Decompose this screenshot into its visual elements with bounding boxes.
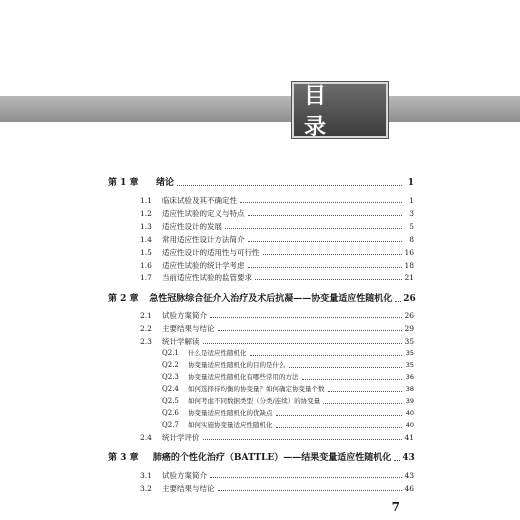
dot-leader	[263, 254, 403, 255]
toc-chapter-2[interactable]	[108, 292, 414, 305]
dot-leader	[203, 439, 403, 440]
question-number: Q2.7	[162, 421, 179, 429]
toc-section[interactable]	[140, 308, 414, 321]
section-number: 3.1	[140, 471, 152, 480]
dot-leader	[302, 379, 403, 380]
page-ref: 8	[409, 235, 414, 244]
dot-leader	[210, 477, 402, 478]
dot-leader	[177, 185, 402, 186]
dot-leader	[203, 343, 403, 344]
section-title: 常用适应性设计方法简介	[162, 235, 245, 244]
toc-section[interactable]	[140, 468, 414, 481]
section-title: 适应性设计的适用性与可行性	[162, 248, 260, 257]
question-title: 如何选择待均衡的协变量？如何确定协变量个数	[188, 385, 325, 393]
toc-section[interactable]	[140, 430, 414, 443]
chapter-title: 急性冠脉综合征介入治疗及术后抗凝——协变量适应性随机化	[149, 294, 393, 304]
page-ref: 1	[409, 196, 414, 205]
question-title: 协变量适应性随机化的优缺点	[188, 409, 273, 417]
toc-section[interactable]	[140, 219, 414, 232]
page-ref: 40	[405, 409, 414, 417]
page-ref: 36	[405, 373, 414, 381]
toc-title: 目 录	[304, 84, 339, 140]
page-ref: 46	[404, 484, 414, 493]
section-title: 试验方案简介	[162, 471, 207, 480]
page-ref: 43	[404, 471, 414, 480]
question-title: 如何考虑不同数据类型（分类/连续）的协变量	[188, 397, 321, 405]
section-number: 1.5	[140, 248, 152, 257]
section-number: 1.3	[140, 222, 152, 231]
toc-section[interactable]	[140, 270, 414, 283]
question-number: Q2.6	[162, 409, 179, 417]
section-number: 1.1	[140, 196, 152, 205]
dot-leader	[248, 241, 403, 242]
page-ref: 26	[404, 311, 414, 320]
dot-leader	[218, 330, 403, 331]
section-title: 适应性设计的发展	[162, 222, 222, 231]
toc-chapter-1[interactable]	[108, 176, 414, 189]
toc-section[interactable]	[140, 245, 414, 258]
page-ref: 29	[404, 324, 414, 333]
question-number: Q2.4	[162, 385, 179, 393]
section-number: 1.4	[140, 235, 152, 244]
dot-leader	[289, 367, 403, 368]
page-ref: 18	[404, 261, 414, 270]
section-number: 2.1	[140, 311, 152, 320]
chapter-title: 绪论	[156, 178, 175, 188]
page-ref: 1	[407, 178, 414, 188]
page-ref: 35	[405, 361, 414, 369]
dot-leader	[210, 317, 402, 318]
section-title: 适应性试验的统计学考虑	[162, 261, 245, 270]
section-title: 主要结果与结论	[162, 484, 215, 493]
header-box	[292, 82, 388, 138]
dot-leader	[225, 228, 402, 229]
toc-section[interactable]	[140, 481, 414, 494]
section-number: 1.2	[140, 209, 152, 218]
section-title: 适应性试验的定义与特点	[162, 209, 245, 218]
page-ref: 21	[404, 273, 414, 282]
question-title: 协变量适应性随机化的目的是什么	[188, 361, 286, 369]
toc-section[interactable]	[140, 232, 414, 245]
question-number: Q2.3	[162, 373, 179, 381]
chapter-number: 第 1 章	[108, 178, 139, 188]
dot-leader	[328, 391, 403, 392]
section-number: 2.2	[140, 324, 152, 333]
chapter-number: 第 3 章	[108, 453, 139, 463]
question-title: 什么是适应性随机化	[188, 349, 247, 357]
page-ref: 43	[402, 453, 415, 463]
question-title: 如何实施协变量适应性随机化	[188, 421, 273, 429]
page-number: 7	[391, 500, 400, 514]
dot-leader	[276, 427, 403, 428]
section-title: 临床试验及其不确定性	[162, 196, 237, 205]
dot-leader	[248, 267, 403, 268]
page-ref: 16	[404, 248, 414, 257]
section-title: 主要结果与结论	[162, 324, 215, 333]
page-ref: 41	[404, 433, 414, 442]
page-ref: 35	[404, 337, 414, 346]
toc-chapter-3[interactable]	[108, 451, 414, 464]
chapter-title: 肺癌的个性化治疗（BATTLE）——结果变量适应性随机化	[152, 453, 392, 463]
dot-leader	[394, 460, 400, 461]
question-title: 协变量适应性随机化有哪些常用的方法	[188, 373, 299, 381]
section-title: 试验方案简介	[162, 311, 207, 320]
dot-leader	[276, 415, 403, 416]
header-band	[0, 96, 520, 122]
section-title: 统计学解读	[162, 337, 200, 346]
chapter-number: 第 2 章	[108, 294, 139, 304]
question-number: Q2.1	[162, 349, 179, 357]
section-number: 3.2	[140, 484, 152, 493]
toc-section[interactable]	[140, 321, 414, 334]
section-title: 统计学评价	[162, 433, 200, 442]
page-ref: 3	[409, 209, 414, 218]
dot-leader	[218, 490, 403, 491]
page-ref: 5	[409, 222, 414, 231]
toc-section[interactable]	[140, 193, 414, 206]
section-number: 1.6	[140, 261, 152, 270]
section-number: 2.3	[140, 337, 152, 346]
dot-leader	[395, 301, 401, 302]
section-number: 1.7	[140, 273, 152, 282]
dot-leader	[240, 202, 402, 203]
page-ref: 26	[403, 294, 416, 304]
question-number: Q2.5	[162, 397, 179, 405]
page-ref: 40	[405, 421, 414, 429]
question-number: Q2.2	[162, 361, 179, 369]
dot-leader	[250, 355, 403, 356]
page-ref: 39	[405, 397, 414, 405]
section-title: 当前适应性试验的监管要求	[162, 273, 252, 282]
dot-leader	[323, 403, 402, 404]
section-number: 2.4	[140, 433, 152, 442]
dot-leader	[248, 215, 403, 216]
dot-leader	[255, 279, 402, 280]
toc-section[interactable]	[140, 206, 414, 219]
page-ref: 35	[405, 349, 414, 357]
page-ref: 38	[405, 385, 414, 393]
